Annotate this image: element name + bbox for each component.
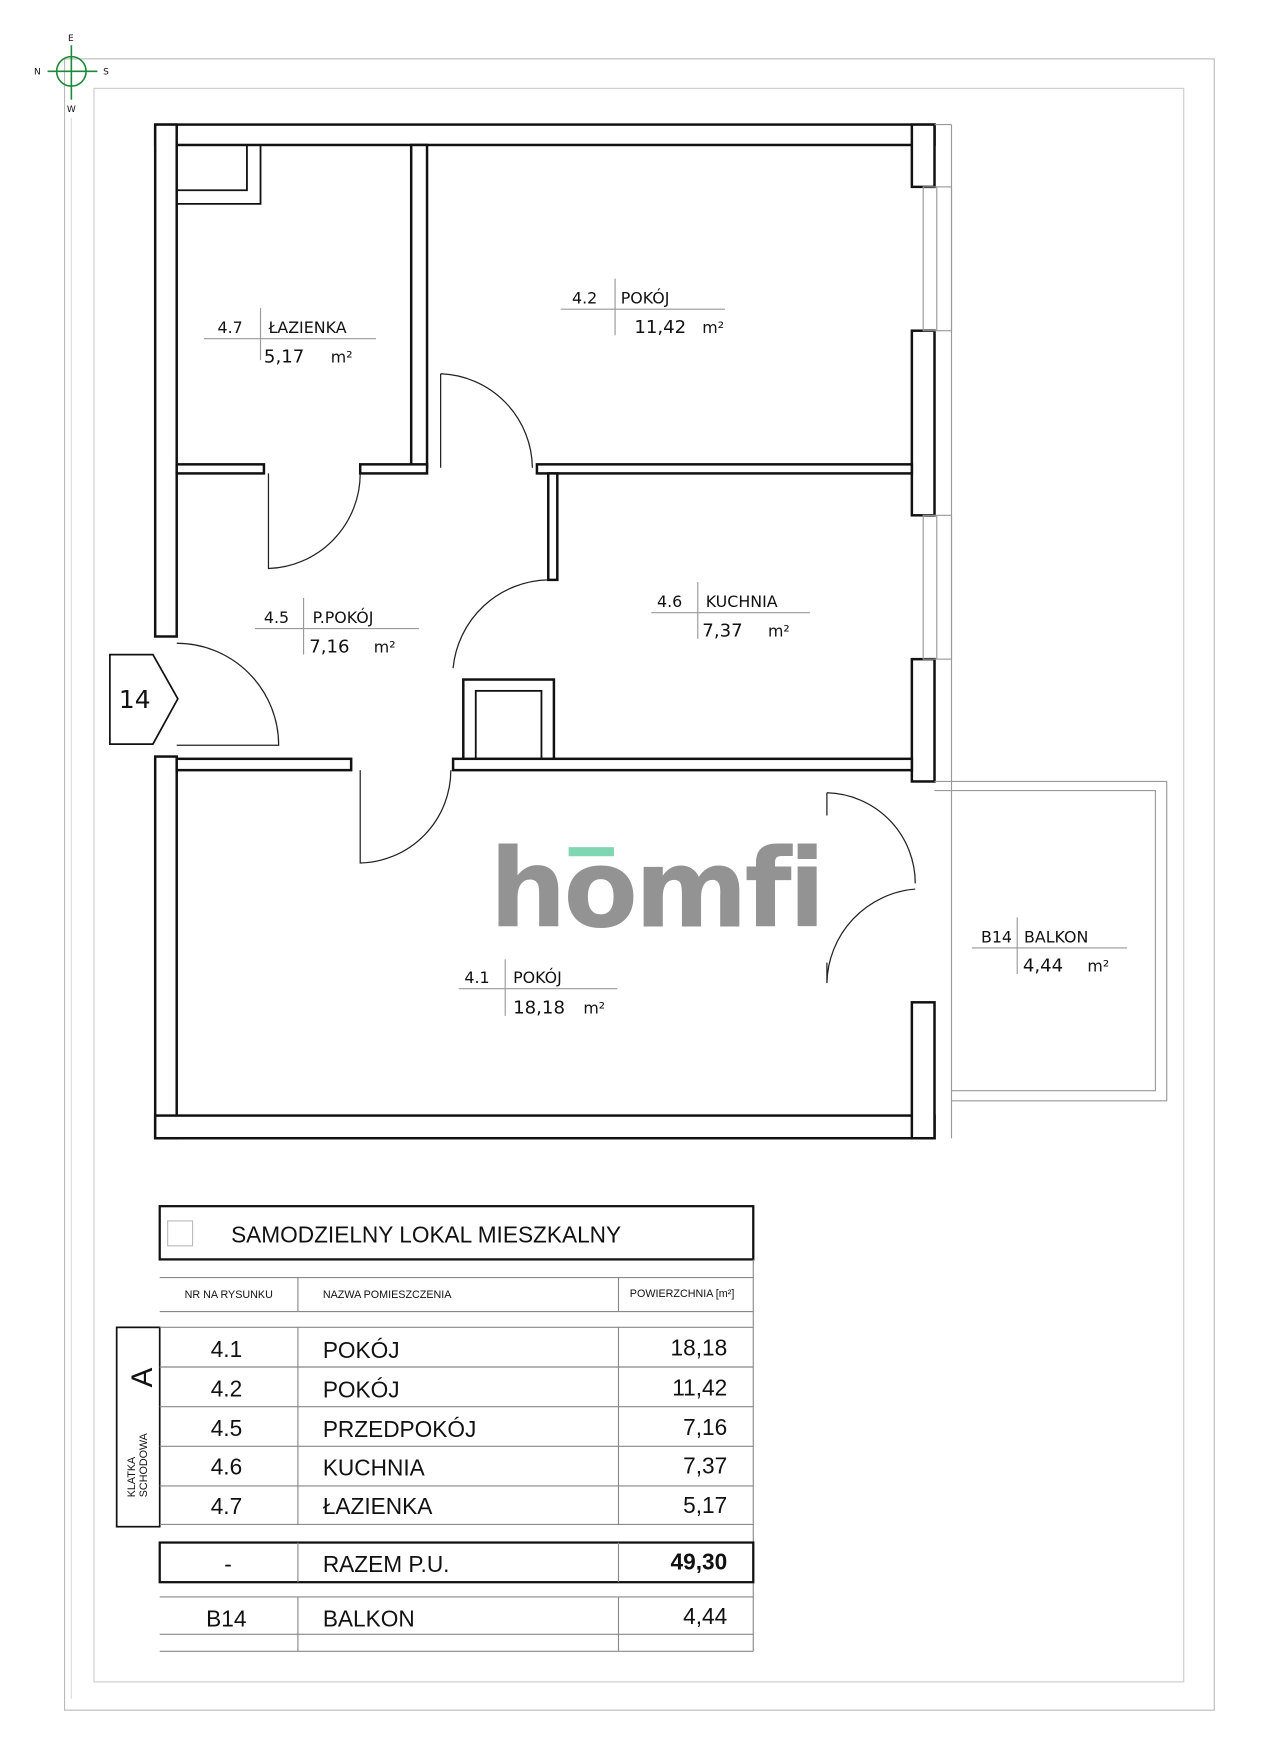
room-label-pokoj-4-1: [459, 959, 618, 1018]
svg-text:7,37: 7,37: [683, 1452, 728, 1479]
svg-text:KUCHNIA: KUCHNIA: [705, 592, 778, 612]
compass-w: W: [66, 105, 76, 116]
side-label-klatka: KLATKA: [125, 1456, 138, 1498]
compass-s: S: [103, 67, 109, 78]
svg-text:7,16: 7,16: [309, 636, 350, 658]
svg-text:m²: m²: [373, 637, 396, 657]
svg-text:5,17: 5,17: [683, 1492, 728, 1519]
svg-text:4.5: 4.5: [263, 607, 290, 627]
svg-text:PRZEDPOKÓJ: PRZEDPOKÓJ: [322, 1416, 477, 1443]
svg-text:POKÓJ: POKÓJ: [322, 1336, 400, 1363]
room-label-balkon: [972, 917, 1127, 976]
svg-text:4.2: 4.2: [210, 1375, 243, 1402]
compass-n: N: [33, 67, 41, 78]
svg-text:11,42: 11,42: [672, 1374, 728, 1401]
room-label-pokoj-4-2: [561, 279, 725, 338]
windows: [923, 125, 951, 1139]
homfi-watermark-logo: [489, 825, 822, 952]
svg-text:7,37: 7,37: [702, 620, 743, 642]
svg-text:ŁAZIENKA: ŁAZIENKA: [322, 1493, 433, 1520]
svg-text:RAZEM P.U.: RAZEM P.U.: [322, 1550, 450, 1577]
svg-text:m²: m²: [768, 621, 790, 641]
svg-text:4.1: 4.1: [464, 968, 490, 988]
svg-text:4.6: 4.6: [210, 1453, 243, 1480]
svg-text:4.7: 4.7: [210, 1493, 243, 1520]
header-nr: NR NA RYSUNKU: [184, 1288, 273, 1301]
table-balcony-row: [206, 1603, 727, 1631]
svg-text:4.5: 4.5: [210, 1415, 243, 1442]
svg-text:4,44: 4,44: [683, 1603, 728, 1630]
svg-text:BALKON: BALKON: [322, 1605, 415, 1632]
svg-text:4,44: 4,44: [1022, 955, 1064, 977]
table-row: [211, 1452, 728, 1480]
room-label-kuchnia: [651, 582, 810, 641]
table-title: SAMODZIELNY LOKAL MIESZKALNY: [231, 1221, 622, 1248]
svg-text:11,42: 11,42: [634, 316, 687, 338]
entrance-marker: [110, 655, 178, 744]
svg-text:4.6: 4.6: [656, 592, 683, 612]
svg-text:4.2: 4.2: [572, 288, 598, 308]
svg-text:m²: m²: [330, 347, 353, 367]
svg-text:KUCHNIA: KUCHNIA: [322, 1454, 425, 1481]
svg-text:4.7: 4.7: [217, 317, 243, 337]
svg-text:7,16: 7,16: [683, 1413, 728, 1440]
svg-text:BALKON: BALKON: [1024, 927, 1089, 947]
header-name: NAZWA POMIESZCZENIA: [322, 1288, 452, 1301]
svg-text:-: -: [224, 1550, 232, 1577]
table-row: [211, 1374, 728, 1402]
svg-text:homfi: homfi: [489, 825, 823, 953]
svg-text:4.1: 4.1: [210, 1335, 243, 1362]
table-row: [211, 1335, 728, 1363]
svg-text:m²: m²: [1087, 956, 1110, 976]
svg-text:18,18: 18,18: [670, 1334, 728, 1361]
header-area: POWIERZCHNIA [m²]: [629, 1287, 735, 1300]
svg-text:POKÓJ: POKÓJ: [513, 968, 562, 988]
compass-icon: [34, 34, 109, 1699]
svg-text:POKÓJ: POKÓJ: [322, 1376, 400, 1403]
svg-text:5,17: 5,17: [263, 346, 305, 368]
room-label-przedpokoj: [255, 598, 419, 657]
svg-text:B14: B14: [206, 1605, 247, 1632]
svg-text:B14: B14: [980, 927, 1012, 947]
svg-text:ŁAZIENKA: ŁAZIENKA: [268, 317, 347, 337]
svg-text:POKÓJ: POKÓJ: [620, 288, 670, 308]
side-label-schodowa: SCHODOWA: [138, 1433, 151, 1498]
side-label-letter: A: [125, 1367, 159, 1388]
svg-text:49,30: 49,30: [670, 1548, 728, 1575]
area-table: [117, 1206, 754, 1651]
compass-e: E: [67, 33, 74, 44]
svg-text:P.POKÓJ: P.POKÓJ: [312, 607, 374, 627]
svg-text:18,18: 18,18: [513, 997, 565, 1019]
entrance-number: 14: [118, 684, 151, 714]
table-row: [211, 1414, 728, 1442]
svg-text:m²: m²: [583, 998, 606, 1018]
table-row: [211, 1492, 728, 1519]
svg-text:m²: m²: [702, 317, 725, 337]
room-label-lazienka: [204, 308, 376, 367]
